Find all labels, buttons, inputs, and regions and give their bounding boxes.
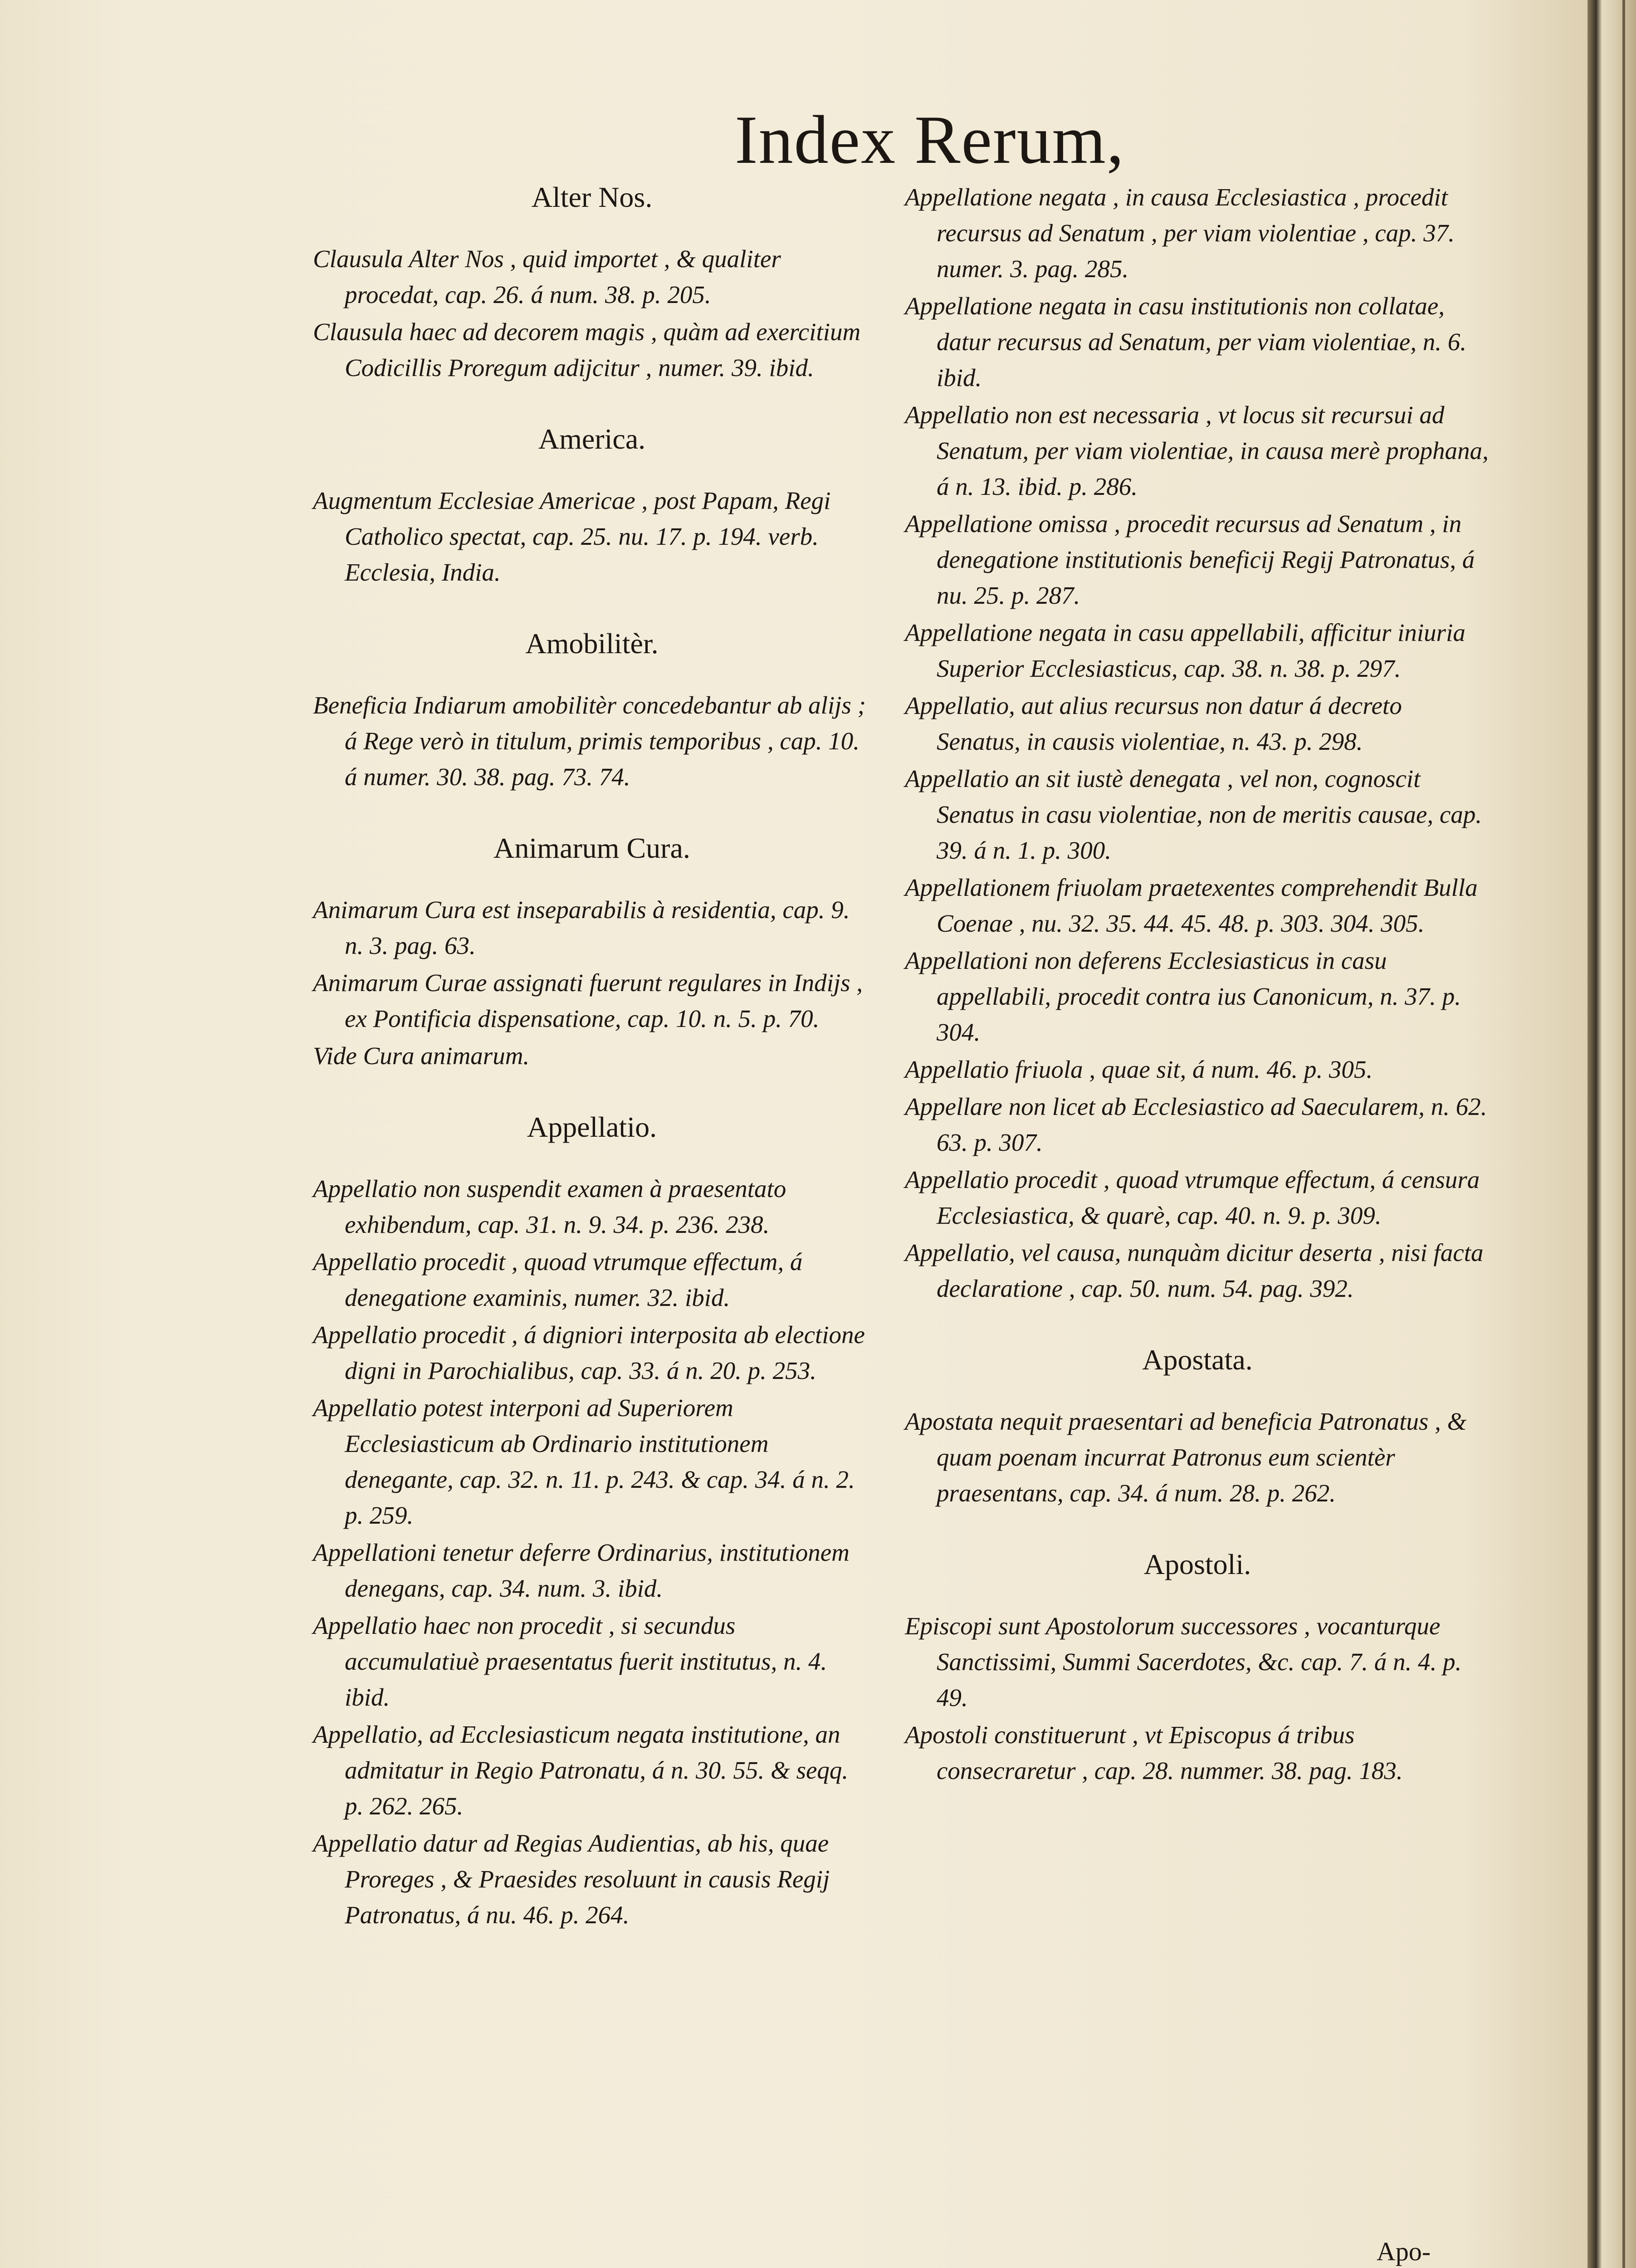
index-entry: Appellatio datur ad Regias Audientias, ab his, quae Proreges , & Praesides resoluunt in causis Regij Patronatus, á nu. 46. p. 264. — [313, 1829, 830, 1929]
index-entry: Appellationem friuolam praetexentes comprehendit Bulla Coenae , nu. 32. 35. 44. 45. 48. p. 303. 304. 305. — [905, 874, 1478, 937]
section-heading: Apostata. — [1142, 1344, 1253, 1376]
index-entry: Appellatio haec non procedit , si secundus accumulatiuè praesentatus fuerit institutus, n. 4. ibid. — [313, 1612, 827, 1711]
index-entry: Apostata nequit praesentari ad beneficia Patronatus , & quam poenam incurrat Patronus eum scientèr praesentans, cap. 34. á num. 28. p. 262. — [905, 1408, 1467, 1507]
index-entry: Vide Cura animarum. — [313, 1042, 530, 1070]
index-entry: Appellatione negata , in causa Ecclesiastica , procedit recursus ad Senatum , per viam violentiae , cap. 37. numer. 3. pag. 285. — [905, 183, 1455, 283]
index-entry: Appellatio, aut alius recursus non datur á decreto Senatus, in causis violentiae, n. 43. p. 298. — [905, 692, 1402, 755]
index-entry: Appellatio an sit iustè denegata , vel non, cognoscit Senatus in casu violentiae, non de meritis causae, cap. 39. á n. 1. p. 300. — [905, 765, 1482, 864]
index-entry: Animarum Curae assignati fuerunt regulares in Indijs , ex Pontificia dispensatione, cap. 10. n. 5. p. 70. — [313, 969, 863, 1032]
left-column — [313, 179, 871, 1934]
index-entry: Appellare non licet ab Ecclesiastico ad Saecularem, n. 62. 63. p. 307. — [905, 1093, 1487, 1156]
section-heading: Amobilitèr. — [525, 627, 659, 660]
section-heading: America. — [538, 423, 646, 455]
index-entry: Apostoli constituerunt , vt Episcopus á tribus consecraretur , cap. 28. nummer. 38. pag. 183. — [905, 1721, 1403, 1784]
index-entry: Episcopi sunt Apostolorum successores , vocanturque Sanctissimi, Summi Sacerdotes, &c. cap. 7. á n. 4. p. 49. — [905, 1612, 1462, 1711]
index-entry: Beneficia Indiarum amobilitèr concedebantur ab alijs ; á Rege verò in titulum, primis temporibus , cap. 10. á numer. 30. 38. pag. 73. 74. — [313, 691, 866, 791]
catchword: Apo- — [1377, 2237, 1431, 2266]
index-entry: Appellatione negata in casu appellabili, afficitur iniuria Superior Ecclesiasticus, cap. 38. n. 38. p. 297. — [905, 619, 1465, 682]
index-entry: Augmentum Ecclesiae Americae , post Papam, Regi Catholico spectat, cap. 25. nu. 17. p. 194. verb. Ecclesia, India. — [313, 487, 831, 586]
index-entry: Appellationi tenetur deferre Ordinarius, institutionem denegans, cap. 34. num. 3. ibid. — [313, 1539, 850, 1602]
section-heading: Apostoli. — [1143, 1548, 1251, 1580]
index-entry: Appellatio non est necessaria , vt locus sit recursui ad Senatum, per viam violentiae, in causa merè prophana, á n. 13. ibid. p. 286. — [905, 401, 1489, 500]
index-entry: Appellatio procedit , quoad vtrumque effectum, á denegatione examinis, numer. 32. ibid. — [313, 1248, 803, 1311]
right-column — [905, 179, 1490, 1790]
section-heading: Appellatio. — [527, 1111, 657, 1143]
binding-line — [1622, 0, 1625, 2268]
index-entry: Appellatio potest interponi ad Superiorem Ecclesiasticum ab Ordinario institutionem denegante, cap. 32. n. 11. p. 243. & cap. 34. á n. 2. p. 259. — [313, 1394, 855, 1529]
index-entry: Appellationi non deferens Ecclesiasticus in casu appellabili, procedit contra ius Canonicum, n. 37. p. 304. — [905, 947, 1461, 1046]
index-entry: Appellatio procedit , á digniori interposita ab electione digni in Parochialibus, cap. 33. á n. 20. p. 253. — [313, 1321, 865, 1384]
section-heading: Alter Nos. — [531, 181, 653, 213]
index-entry: Clausula Alter Nos , quid importet , & qualiter procedat, cap. 26. á num. 38. p. 205. — [313, 245, 781, 308]
page-title: Index Rerum, — [735, 102, 1125, 178]
section-heading: Animarum Cura. — [493, 832, 690, 864]
index-entry: Animarum Cura est inseparabilis à residentia, cap. 9. n. 3. pag. 63. — [313, 896, 850, 959]
index-entry: Appellatio, ad Ecclesiasticum negata institutione, an admitatur in Regio Patronatu, á n. 30. 55. & seqq. p. 262. 265. — [313, 1721, 849, 1820]
index-entry: Appellatione omissa , procedit recursus ad Senatum , in denegatione institutionis beneficij Regij Patronatus, á nu. 25. p. 287. — [905, 510, 1475, 609]
page-edge-binding — [1587, 0, 1636, 2268]
index-entry: Appellatio non suspendit examen à praesentato exhibendum, cap. 31. n. 9. 34. p. 236. 238. — [313, 1175, 786, 1238]
index-entry: Appellatio procedit , quoad vtrumque effectum, á censura Ecclesiastica, & quarè, cap. 40. n. 9. p. 309. — [905, 1166, 1480, 1229]
index-entry: Clausula haec ad decorem magis , quàm ad exercitium Codicillis Proregum adijcitur , numer. 39. ibid. — [313, 318, 861, 381]
index-entry: Appellatio friuola , quae sit, á num. 46. p. 305. — [905, 1056, 1373, 1083]
index-entry: Appellatio, vel causa, nunquàm dicitur deserta , nisi facta declaratione , cap. 50. num. 54. pag. 392. — [905, 1239, 1484, 1302]
index-entry: Appellatione negata in casu institutionis non collatae, datur recursus ad Senatum, per viam violentiae, n. 6. ibid. — [905, 292, 1467, 391]
